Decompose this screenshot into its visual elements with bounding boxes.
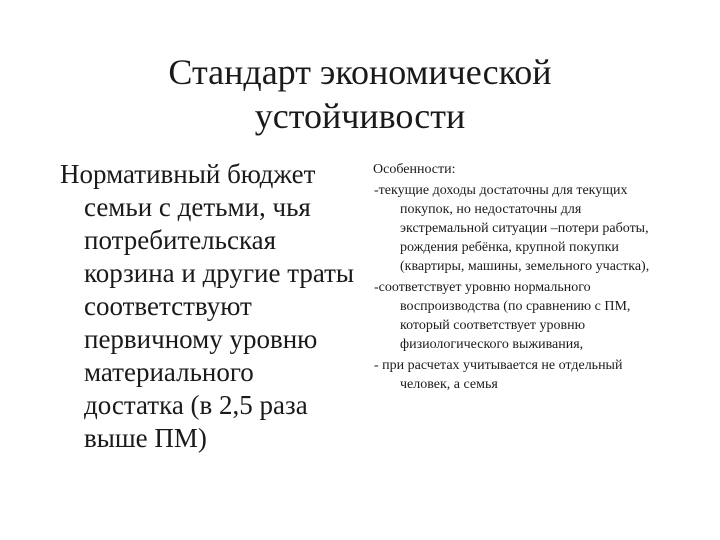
feature-point-3: - при расчетах учитывается не отдельный человек, а семья <box>374 358 623 392</box>
slide-title-line-1: Стандарт экономической <box>168 52 552 92</box>
left-column-text: Нормативный бюджет семьи с детьми, чья потребительская корзина и другие траты соответствуют первичному уровню материального достатка (в 2,5 раза выше ПМ) <box>60 159 355 453</box>
left-column <box>56 158 356 455</box>
right-column <box>370 160 670 396</box>
features-heading: Особенности: <box>373 162 456 177</box>
feature-point-2: -соответствует уровню нормального воспроизводства (по сравнению с ПМ, который соответствует уровню физиологического выживания, <box>374 280 631 352</box>
slide-title <box>60 50 660 138</box>
feature-point-1: -текущие доходы достаточны для текущих покупок, но недостаточны для экстремальной ситуации –потери работы, рождения ребёнка, крупной покупки (квартиры, машины, земельного участка), <box>374 183 650 274</box>
slide-title-line-2: устойчивости <box>254 96 466 136</box>
